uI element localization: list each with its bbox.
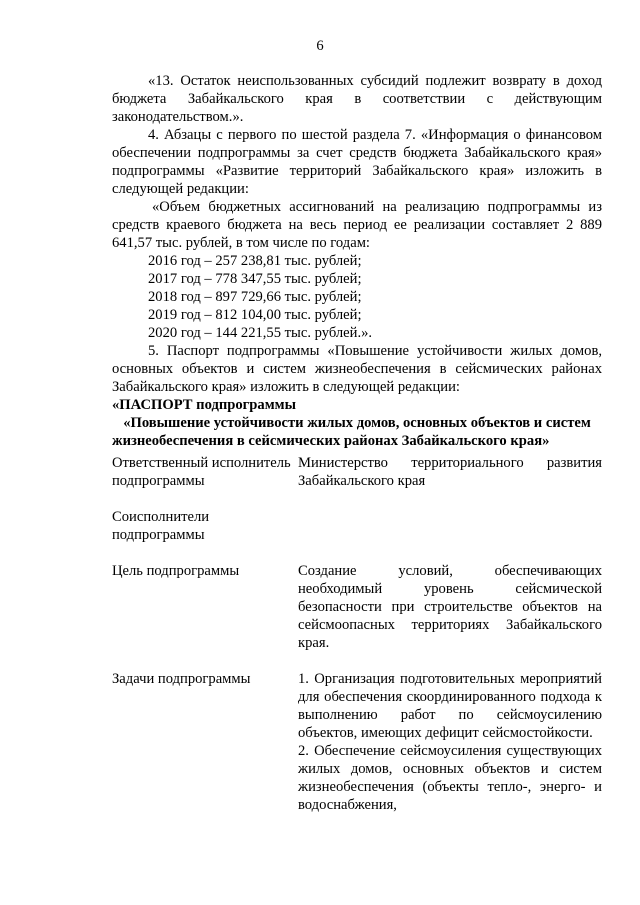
value-goal: Создание условий, обеспечивающих необходимый уровень сейсмической безопасности при строительстве объектов на сейсмоопасных территориях Забайкальского края. [298,563,602,651]
passport-table [112,454,602,832]
year-2017: 2017 год – 778 347,55 тыс. рублей; [148,271,362,287]
label-goal: Цель подпрограммы [112,563,240,579]
value-responsible: Министерство территориального развития Забайкальского края [298,455,602,489]
row-goal [112,562,602,652]
passport-title: «ПАСПОРТ подпрограммы [112,397,296,413]
paragraph-budget-volume: «Объем бюджетных ассигнований на реализацию подпрограммы из средств краевого бюджета на весь период ее реализации составляет 2 889 641,57 тыс. рублей, в том числе по годам: [112,199,602,251]
task-1: 1. Организация подготовительных мероприятий для обеспечения скоординированного подхода к выполнению работ по сейсмоусилению объектов, имеющих дефицит сейсмостойкости. [298,671,602,741]
year-2018: 2018 год – 897 729,66 тыс. рублей; [148,289,362,305]
value-coexecutors [298,508,602,544]
label-coexecutors: Соисполнители подпрограммы [112,509,210,543]
passport-subtitle: «Повышение устойчивости жилых домов, основных объектов и систем жизнеобеспечения в сейсмических районах Забайкальского края» [112,415,591,449]
year-2016: 2016 год – 257 238,81 тыс. рублей; [148,253,362,269]
year-2020: 2020 год – 144 221,55 тыс. рублей.». [148,325,373,341]
paragraph-subsidy-return: «13. Остаток неиспользованных субсидий подлежит возврату в доход бюджета Забайкальского края в соответствии с действующим законодательством.». [112,73,602,125]
intro-text [112,72,602,450]
label-responsible: Ответственный исполнитель подпрограммы [112,455,291,489]
paragraph-section-7-change: 4. Абзацы с первого по шестой раздела 7. «Информация о финансовом обеспечении подпрограммы за счет средств бюджета Забайкальского края» подпрограммы «Развитие территорий Забайкальского края» изложить в следующей редакции: [112,127,602,197]
year-2019: 2019 год – 812 104,00 тыс. рублей; [148,307,362,323]
row-responsible [112,454,602,490]
value-tasks [298,670,602,814]
row-coexecutors [112,508,602,544]
paragraph-passport-change: 5. Паспорт подпрограммы «Повышение устойчивости жилых домов, основных объектов и систем жизнеобеспечения в сейсмических районах Забайкальского края» изложить в следующей редакции: [112,343,602,395]
task-2: 2. Обеспечение сейсмоусиления существующих жилых домов, основных объектов и систем жизнеобеспечения (объекты тепло-, энерго- и водоснабжения, [298,743,602,813]
page-number: 6 [316,38,324,54]
row-tasks [112,670,602,814]
label-tasks: Задачи подпрограммы [112,671,251,687]
